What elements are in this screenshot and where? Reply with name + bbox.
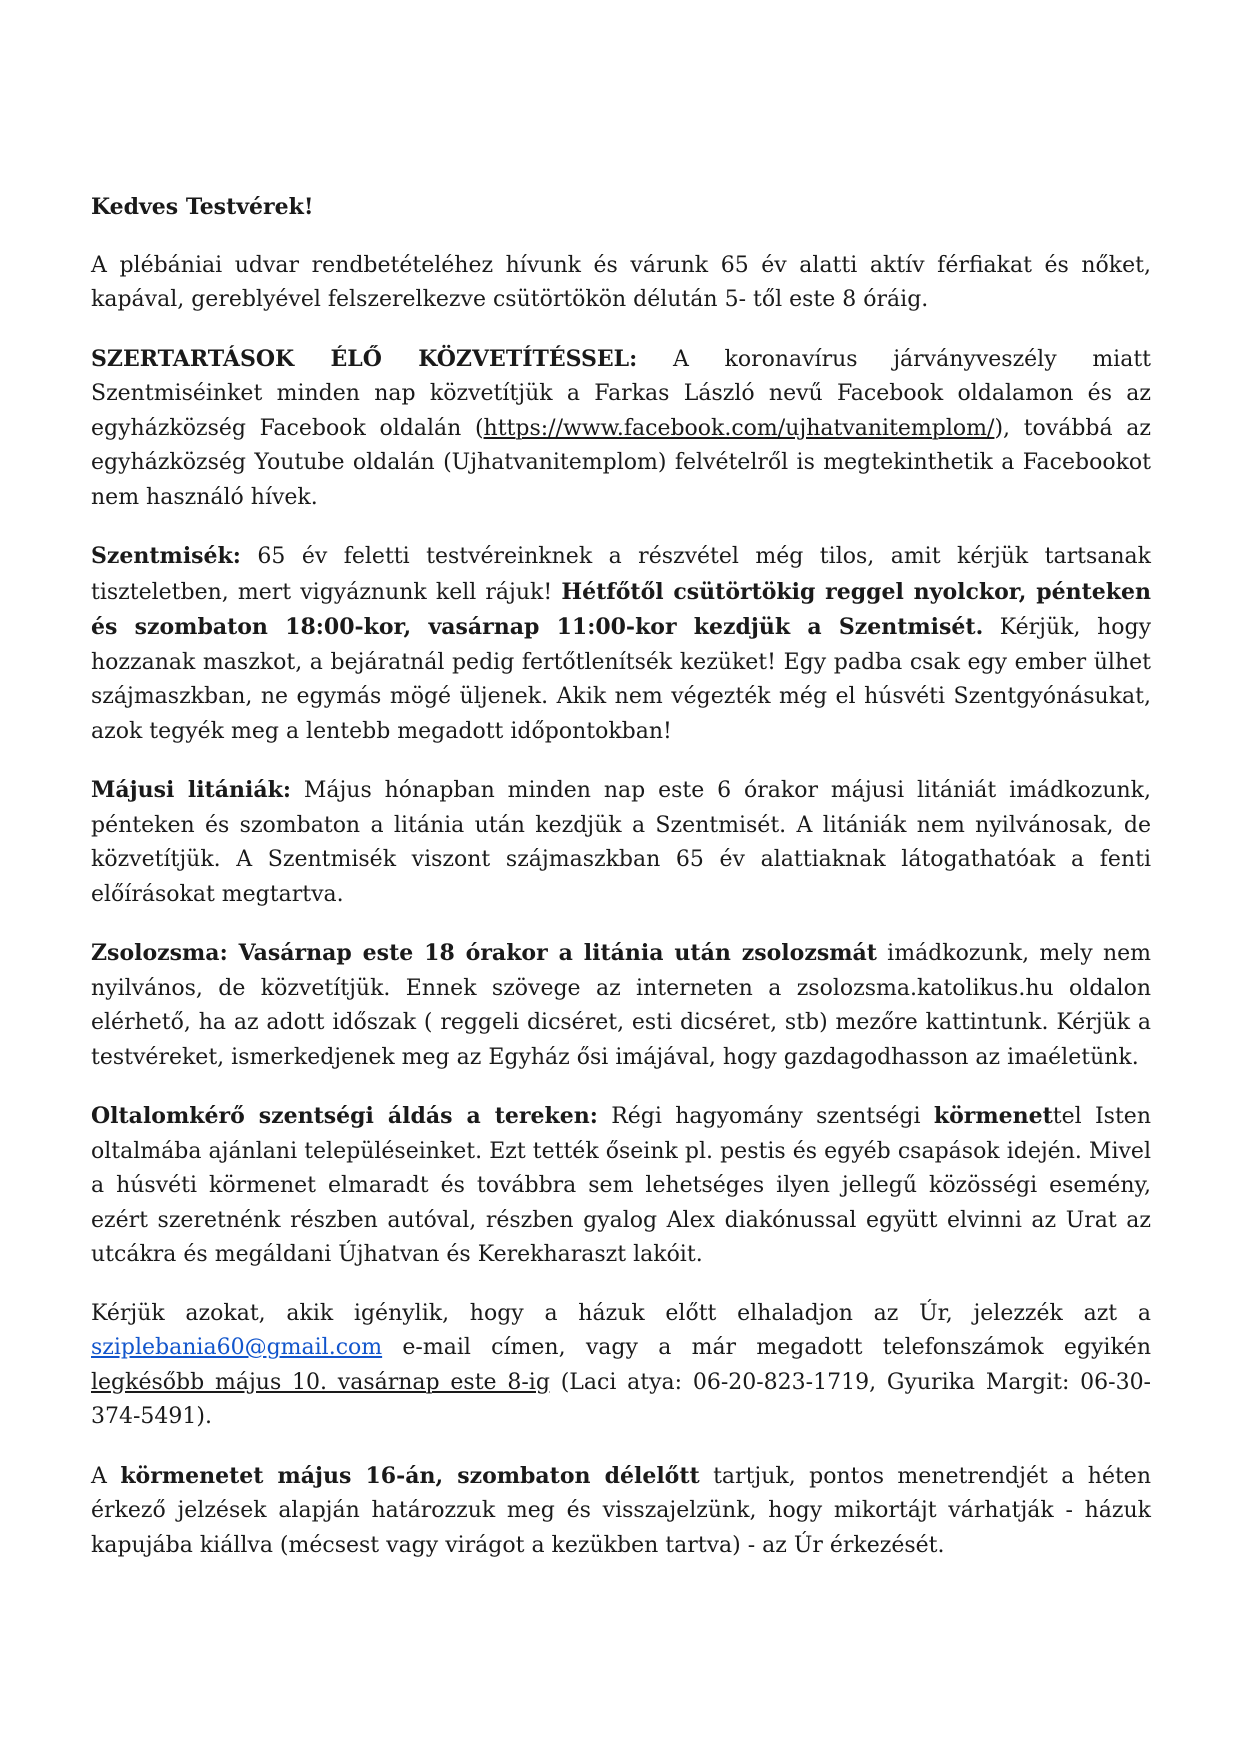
paragraph-signup: Kérjük azokat, akik igénylik, hogy a házuk előtt elhaladjon az Úr, jelezzék azt a sziplebania60@gmail.com e-mail címen, vagy a már megadott telefonszámok egyikén legkésőbb május 10. vasárnap este 8-ig (Laci atya: 06-20-823-1719, Gyurika Margit: 06-30-374-5491). [91, 1300, 1151, 1429]
document-page [91, 190, 1151, 1587]
paragraph-masses: Szentmisék: 65 év feletti testvéreinknek a részvétel még tilos, amit kérjük tartsanak tiszteletben, mert vigyáznunk kell rájuk! Hétfőtől csütörtökig reggel nyolckor, pénteken és szombaton 18:00-kor, vasárnap 11:00-kor kezdjük a Szentmisét. Kérjük, hogy hozzanak maszkot, a bejáratnál pedig fertőtlenítsék kezüket! Egy padba csak egy ember ülhet szájmaszkban, ne egymás mögé üljenek. Akik nem végezték még el húsvéti Szentgyónásukat, azok tegyék meg a lentebb megadott időpontokban! [91, 543, 1151, 744]
paragraph-litanies: Májusi litániák: Május hónapban minden nap este 6 órakor májusi litániát imádkozunk, pénteken és szombaton a litánia után kezdjük a Szentmisét. A litániák nem nyilvánosak, de közvetítjük. A Szentmisék viszont szájmaszkban 65 év alattiaknak látogathatóak a fenti előírásokat megtartva. [91, 777, 1151, 907]
paragraph-yard-cleanup: A plébániai udvar rendbetételéhez hívunk és várunk 65 év alatti aktív férfiakat és nőket, kapával, gereblyével felszerelkezve csütörtökön délután 5- től este 8 óráig. [91, 252, 1151, 312]
deadline-text: legkésőbb május 10. vasárnap este 8-ig [91, 1369, 550, 1395]
section-heading-litanies: Májusi litániák: [91, 777, 291, 803]
greeting: Kedves Testvérek! [91, 194, 314, 220]
paragraph-live-broadcast: SZERTARTÁSOK ÉLŐ KÖZVETÍTÉSSEL: A koronavírus járványveszély miatt Szentmiséinket minden nap közvetítjük a Farkas László nevű Facebook oldalamon és az egyházközség Facebook oldalán (https://www.facebook.com/ujhatvanitemplom/), továbbá az egyházközség Youtube oldalán (Ujhatvanitemplom) felvételről is megtekinthetik a Facebookot nem használó hívek. [91, 345, 1152, 510]
section-heading-blessing: Oltalomkérő szentségi áldás a tereken: [91, 1103, 598, 1129]
section-heading-zsolozsma: Zsolozsma: Vasárnap este 18 órakor a litánia után zsolozsmát [91, 940, 877, 966]
section-heading-broadcast: SZERTARTÁSOK ÉLŐ KÖZVETÍTÉSSEL: [91, 345, 638, 372]
email-link[interactable]: sziplebania60@gmail.com [91, 1335, 383, 1360]
paragraph-blessing: Oltalomkérő szentségi áldás a tereken: Régi hagyomány szentségi körmenettel Isten oltalmába ajánlani településeinket. Ezt tették őseink pl. pestis és egyéb csapások idején. Mivel a húsvéti körmenet elmaradt és továbbra sem lehetséges ilyen jellegű közösségi esemény, ezért szeretnénk részben autóval, részben gyalog Alex diakónussal együtt elvinni az Urat az utcákra és megáldani Újhatvan és Kerekharaszt lakóit. [91, 1103, 1151, 1267]
procession-date: körmenetet május 16-án, szombaton délelőtt [120, 1462, 700, 1489]
section-heading-masses: Szentmisék: [91, 543, 241, 569]
paragraph-procession: A körmenetet május 16-án, szombaton délelőtt tartjuk, pontos menetrendjét a héten érkező jelzések alapján határozzuk meg és visszajelzünk, hogy mikortájt várhatják - házuk kapujába kiállva (mécsest vagy virágot a kezükben tartva) - az Úr érkezését. [91, 1462, 1151, 1558]
facebook-link[interactable]: https://www.facebook.com/ujhatvanitemplom/ [483, 415, 995, 441]
mass-schedule: Hétfőtől csütörtökig reggel nyolckor, pénteken és szombaton 18:00-kor, vasárnap 11:00-kor kezdjük a Szentmisét. [91, 578, 1151, 640]
paragraph-liturgy-of-hours: Zsolozsma: Vasárnap este 18 órakor a litánia után zsolozsmát imádkozunk, mely nem nyilvános, de közvetítjük. Ennek szövege az interneten a zsolozsma.katolikus.hu oldalon elérhető, ha az adott időszak ( reggeli dicséret, esti dicséret, stb) mezőre kattintunk. Kérjük a testvéreket, ismerkedjenek meg az Egyház ősi imájával, hogy gazdagodhasson az imaéletünk. [91, 940, 1151, 1070]
